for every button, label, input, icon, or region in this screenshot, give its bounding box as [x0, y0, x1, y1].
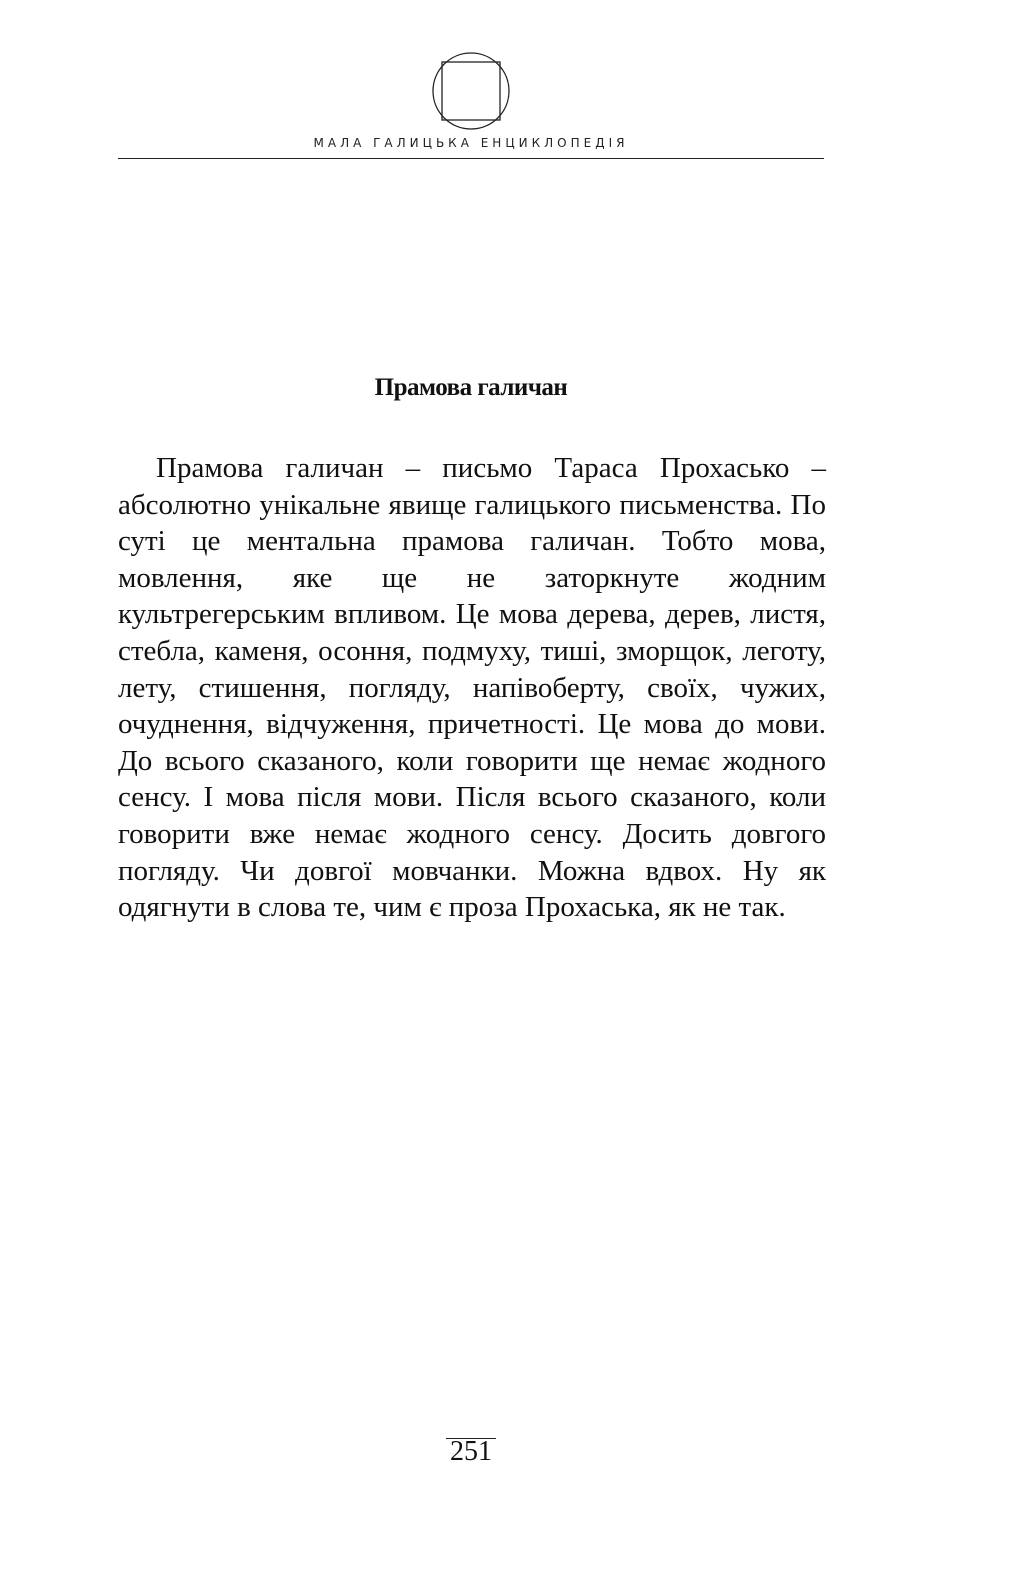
series-title: МАЛА ГАЛИЦЬКА ЕНЦИКЛОПЕДІЯ [313, 136, 629, 150]
circle-square-emblem-icon [430, 50, 512, 132]
article-title: Прамова галичан [374, 374, 568, 401]
article-body: Прамова галичан – письмо Тараса Прохасько – абсолютно унікальне явище галицького письменства. По суті це ментальна прамова галичан. Тобто мова, мовлення, яке ще не заторкнуте жодним культрегерським впливом. Це мова дерева, дерев, листя, стебла, каменя, осоння, подмуху, тиші, зморщок, леготу, лету, стишення, погляду, напівоберту, своїх, чужих, очуднення, відчуження, причетності. Це мова до мови. До всього сказаного, коли говорити ще немає жодного сенсу. І мова після мови. Після всього сказаного, коли говорити вже немає жодного сенсу. Досить довгого погляду. Чи довгої мовчанки. Можна вдвох. Ну як одягнути в слова те, чим є проза Прохаська, як не так. [118, 452, 826, 924]
header-divider [118, 158, 824, 159]
page-number: 251 [450, 1436, 492, 1467]
